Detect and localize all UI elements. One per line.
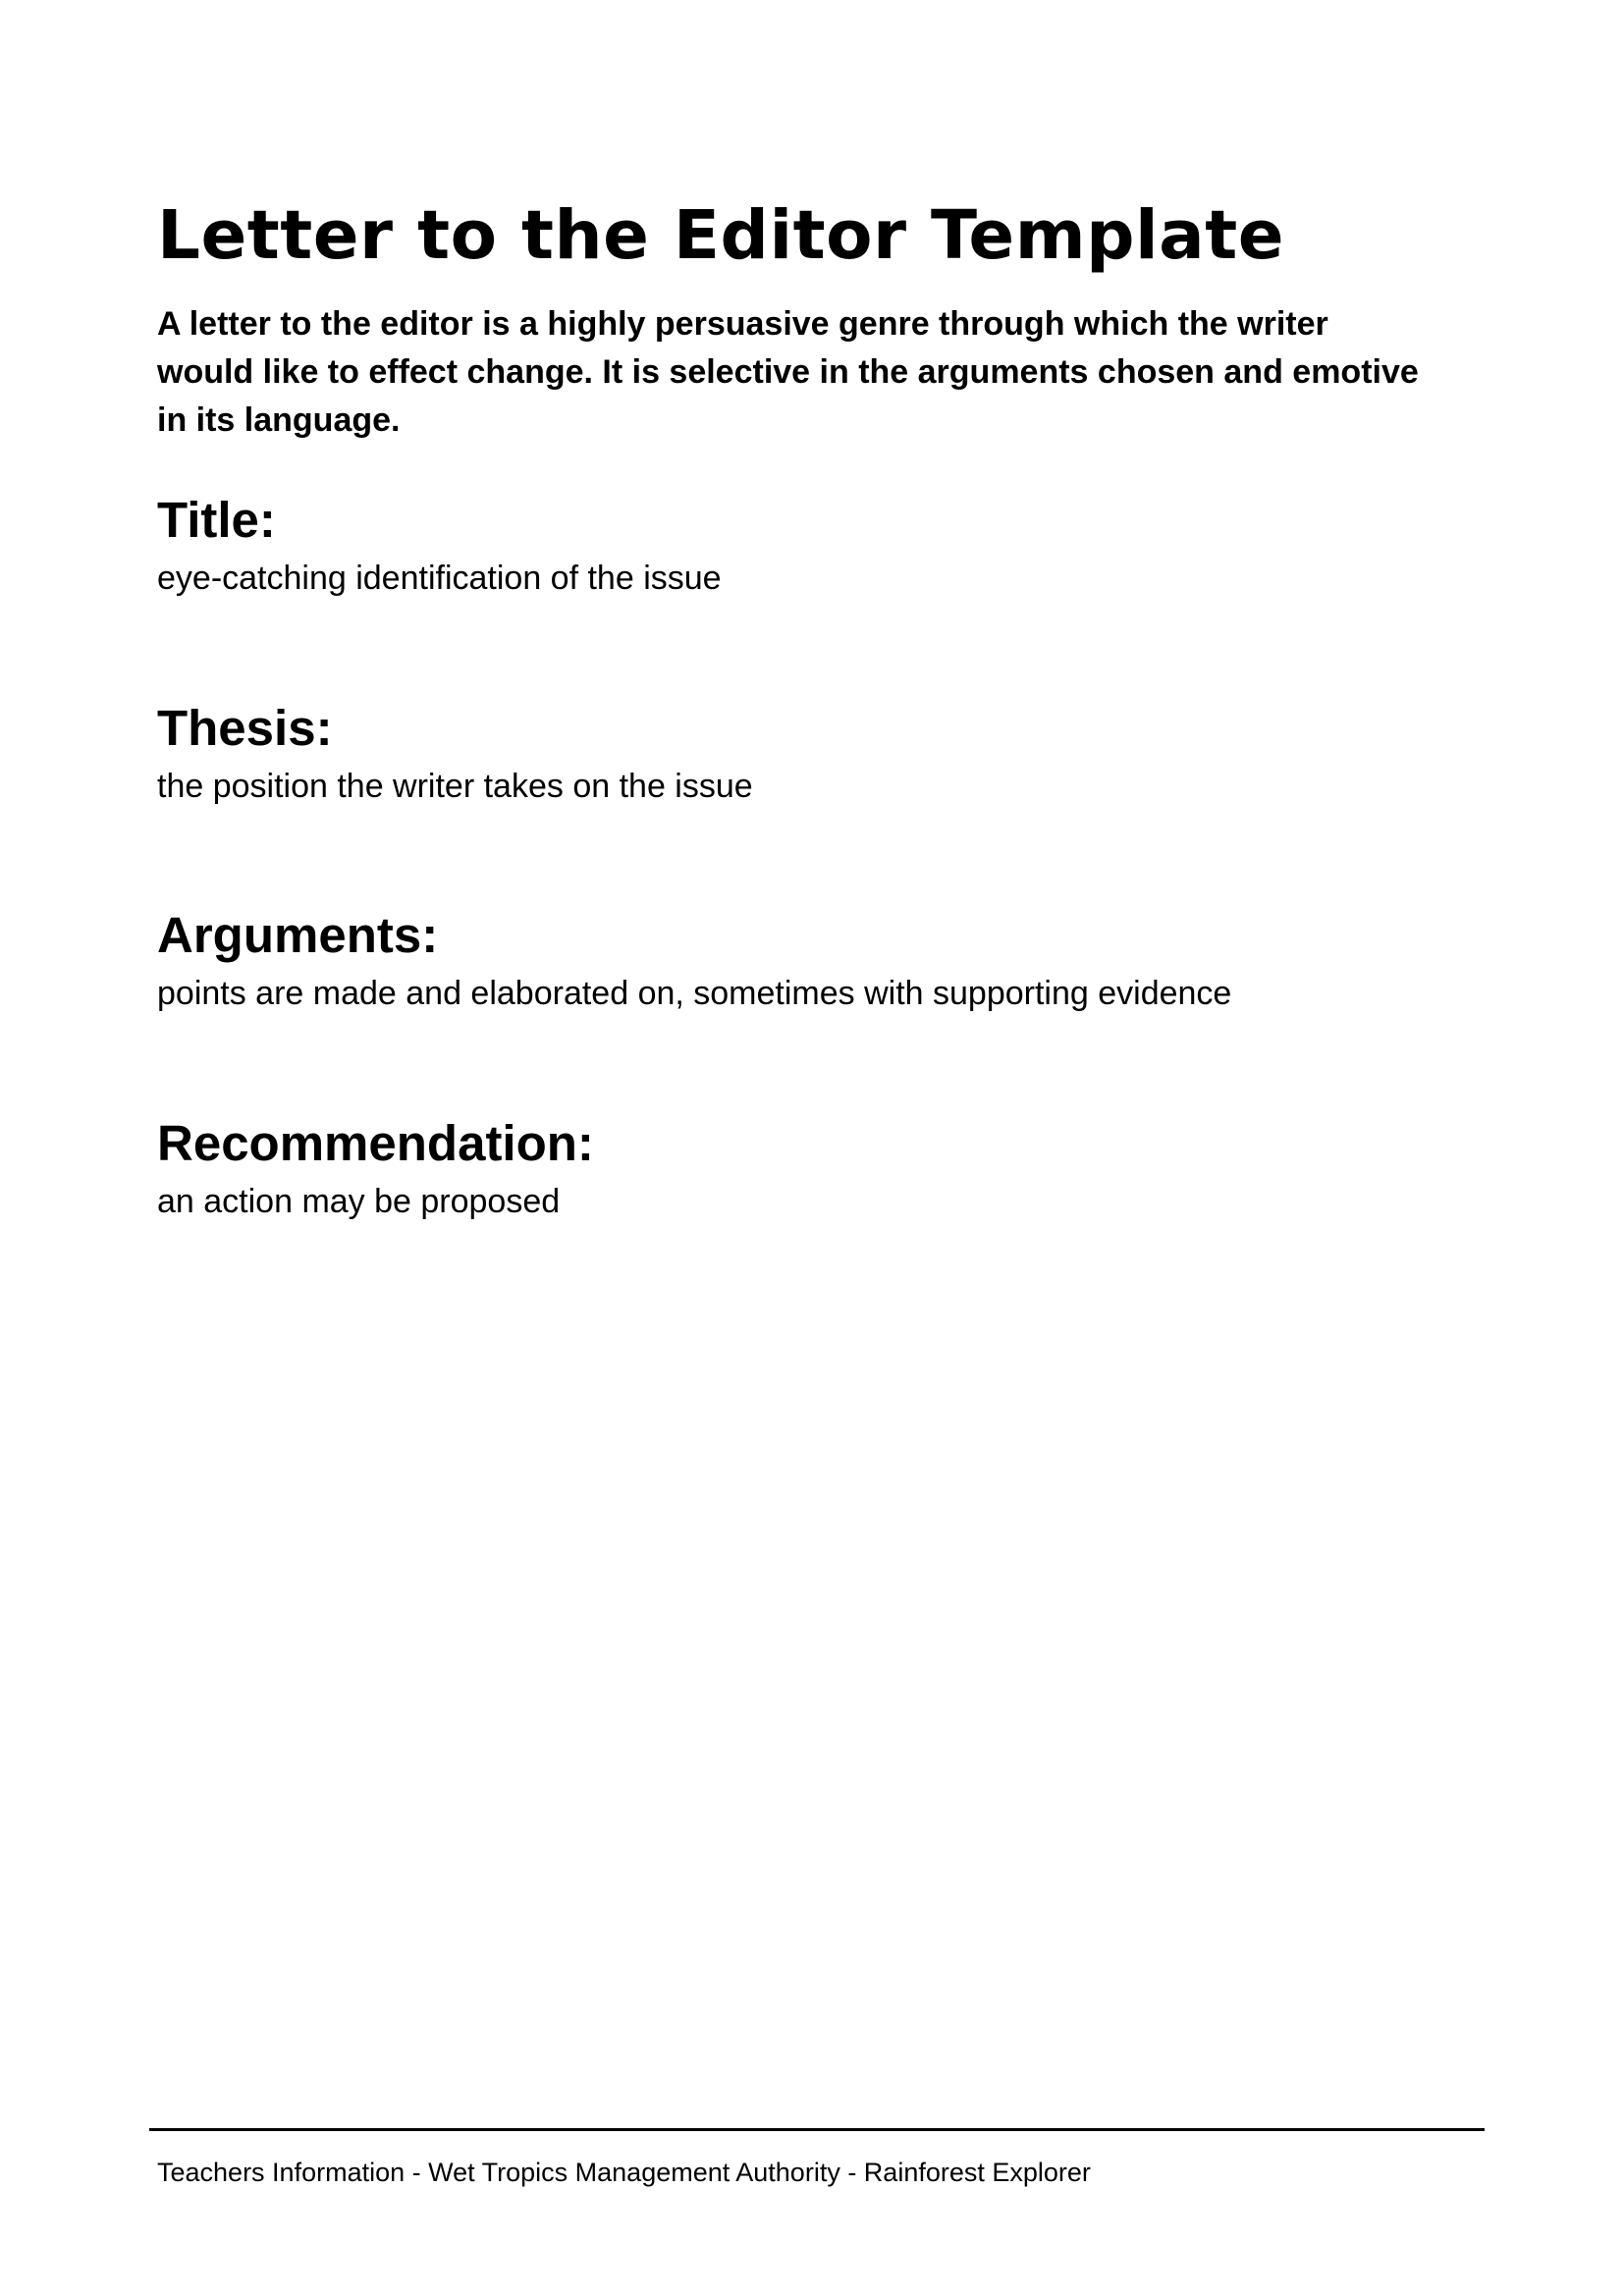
- footer-text: Teachers Information - Wet Tropics Management Authority - Rainforest Explorer: [157, 2158, 1091, 2187]
- section-heading: Thesis:: [157, 700, 333, 756]
- footer-divider: [149, 2128, 1485, 2131]
- page-title: Letter to the Editor Template: [157, 196, 1285, 275]
- section-heading: Arguments:: [157, 907, 439, 963]
- section-description: an action may be proposed: [157, 1183, 561, 1220]
- section-heading: Recommendation:: [157, 1115, 594, 1171]
- section-heading: Title:: [157, 492, 276, 548]
- section-thesis: [157, 699, 1473, 807]
- section-description: the position the writer takes on the issue: [157, 768, 753, 805]
- section-recommendation: [157, 1114, 1473, 1222]
- section-arguments: [157, 906, 1473, 1014]
- section-description: points are made and elaborated on, sometimes with supporting evidence: [157, 975, 1232, 1012]
- section-title: [157, 491, 1473, 599]
- intro-paragraph: A letter to the editor is a highly persuasive genre through which the writer would like to effect change. It is selective in the arguments chosen and emotive in its language.: [157, 305, 1419, 439]
- section-description: eye-catching identification of the issue: [157, 560, 722, 597]
